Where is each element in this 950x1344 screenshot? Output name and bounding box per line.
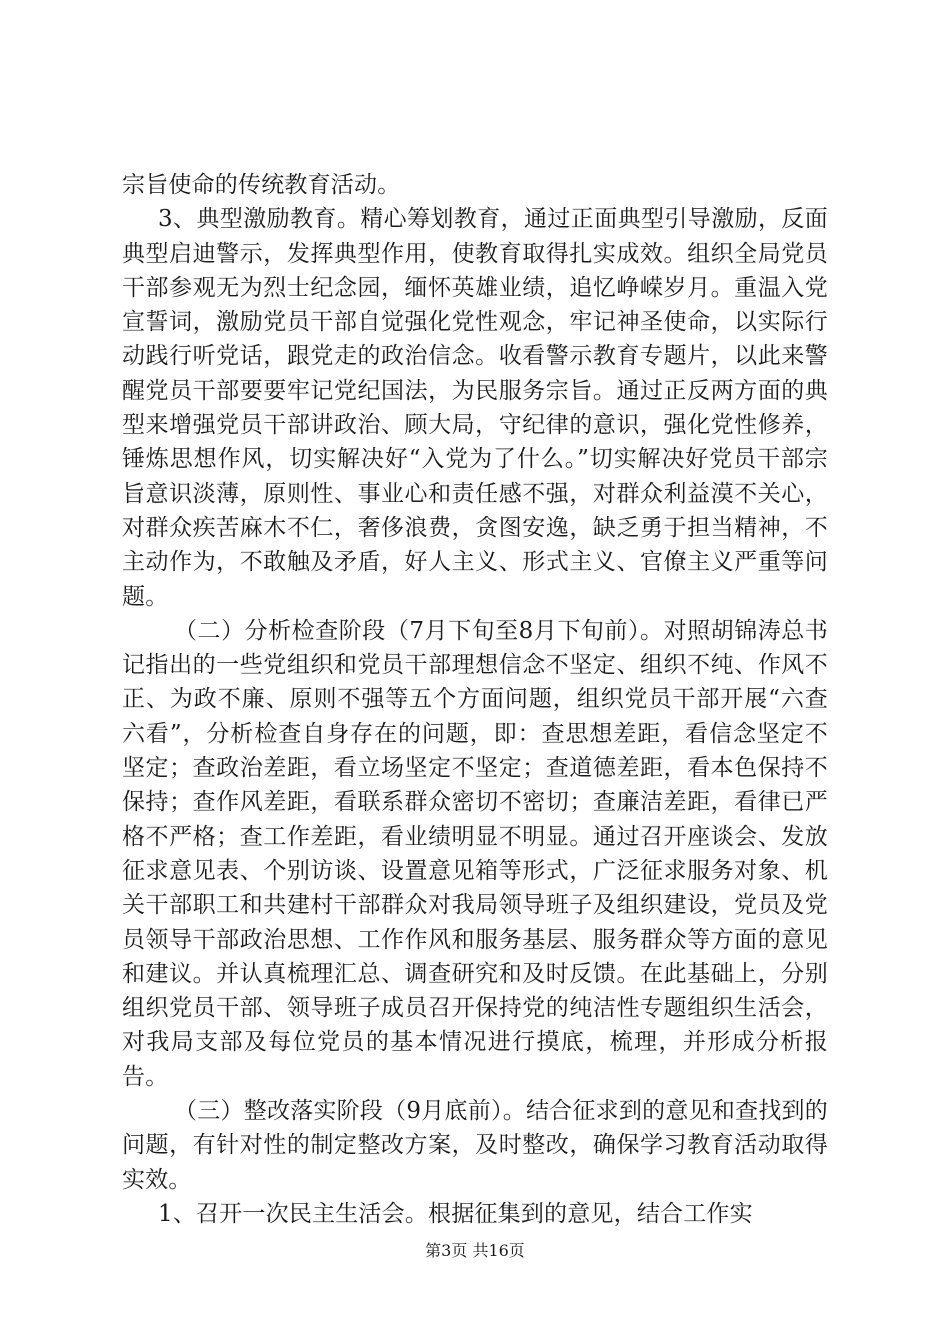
paragraph-democratic-meeting: 1、召开一次民主生活会。根据征集到的意见，结合工作实 — [158, 1200, 753, 1227]
paragraph-analysis-stage: （二）分析检查阶段（7月下旬至8月下旬前）。对照胡锦涛总书记指出的一些党组织和党员干部理想信念不坚定、组织不纯、作风不正、为政不廉、原则不强等五个方面问题，组织党员干部开展“六查六看”，分析检查自身存在的问题，即：查思想差距，看信念坚定不坚定；查政治差距，看立场坚定不坚定；查道德差距，看本色保持不保持；查作风差距，看联系群众密切不密切；查廉洁差距，看律已严格不严格；查工作差距，看业绩明显不明显。通过召开座谈会、发放征求意见表、个别访谈、设置意见箱等形式，广泛征求服务对象、机关干部职工和共建村干部群众对我局领导班子及组织建设，党员及党员领导干部政治思想、工作作风和服务基层、服务群众等方面的意见和建议。并认真梳理汇总、调查研究和及时反馈。在此基础上，分别组织党员干部、领导班子成员召开保持党的纯洁性专题组织生活会，对我局支部及每位党员的基本情况进行摸底，梳理，并形成分析报告。 — [122, 617, 828, 1090]
paragraph-typical-incentive-education: 3、典型激励教育。精心筹划教育，通过正面典型引导激励，反面典型启迪警示，发挥典型作用，使教育取得扎实成效。组织全局党员干部参观无为烈士纪念园，缅怀英雄业绩，追忆峥嵘岁月。重温入党宣誓词，激励党员干部自觉强化党性观念，牢记神圣使命，以实际行动践行听党话，跟党走的政治信念。收看警示教育专题片，以此来警醒党员干部要要牢记党纪国法，为民服务宗旨。通过正反两方面的典型来增强党员干部讲政治、顾大局，守纪律的意识，强化党性修养，锤炼思想作风，切实解决好“入党为了什么。”切实解决好党员干部宗旨意识淡薄，原则性、事业心和责任感不强，对群众利益漠不关心，对群众疾苦麻木不仁，奢侈浪费，贪图安逸，缺乏勇于担当精神，不主动作为，不敢触及矛盾，好人主义、形式主义、官僚主义严重等问题。 — [122, 206, 828, 610]
document-body — [122, 168, 828, 1231]
paragraph-continuation: 宗旨使命的传统教育活动。 — [122, 172, 401, 198]
page-number-footer: 第3页 共16页 — [425, 1241, 525, 1260]
paragraph-rectification-stage: （三）整改落实阶段（9月底前）。结合征求到的意见和查找到的问题，有针对性的制定整改方案，及时整改，确保学习教育活动取得实效。 — [122, 1098, 828, 1193]
